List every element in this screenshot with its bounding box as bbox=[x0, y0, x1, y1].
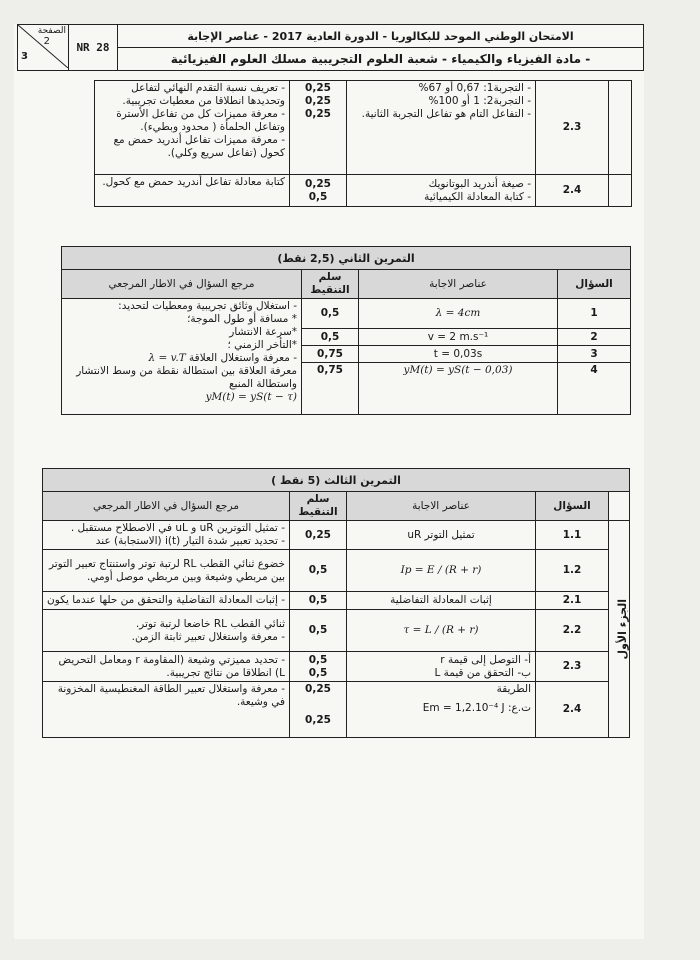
answer-cell: τ = L / (R + r) bbox=[347, 610, 536, 652]
table-row bbox=[95, 175, 632, 207]
score-value: 0,25 bbox=[305, 82, 331, 94]
column-header-answer: عناصر الاجابة bbox=[359, 270, 558, 299]
answer-line: - التفاعل التام هو تفاعل التجربة الثانية. bbox=[361, 108, 531, 120]
exercise2-title: التمرين الثاني (2,5 نقط) bbox=[62, 247, 631, 270]
table-row bbox=[43, 682, 630, 738]
score-cell: 0,5 bbox=[290, 550, 347, 592]
reference-cell bbox=[43, 521, 290, 550]
question-number: 2.4 bbox=[536, 682, 609, 738]
reference-cell: خضوع ثنائي القطب RL لرتبة توتر واستنتاج تعبير التوتر بين مربطي وشيعة وبين مربطي موصل أومي. bbox=[43, 550, 290, 592]
reference-line: - معرفة واستغلال تعبير ثابتة الزمن. bbox=[131, 630, 285, 643]
score-cell bbox=[290, 682, 347, 738]
reference-cell bbox=[43, 610, 290, 652]
score-cell: 0,5 bbox=[302, 329, 359, 346]
table-row bbox=[43, 610, 630, 652]
reference-line: - تعريف نسبة التقدم النهائي لتفاعل وتحديدها انطلاقا من معطيات تجريبية. bbox=[122, 82, 285, 107]
score-cell bbox=[290, 81, 347, 175]
part-label-cell bbox=[609, 521, 630, 738]
table-title-row bbox=[62, 247, 631, 270]
reference-line: - استغلال وثائق تجريبية ومعطيات لتحديد: bbox=[118, 300, 297, 312]
question-number: 1 bbox=[558, 299, 631, 329]
exercise1-continuation-table bbox=[94, 80, 632, 207]
reference-cell bbox=[95, 81, 290, 175]
page-current: 2 bbox=[43, 36, 50, 47]
column-header-answer: عناصر الاجابة bbox=[347, 492, 536, 521]
question-number: 2.1 bbox=[536, 592, 609, 610]
column-header-score: سلم التنقيط bbox=[290, 492, 347, 521]
answer-cell: إثبات المعادلة التفاضلية bbox=[347, 592, 536, 610]
answer-cell: yM(t) = yS(t − 0,03) bbox=[359, 363, 558, 415]
reference-line: كتابة معادلة تفاعل أندريد حمض مع كحول. bbox=[102, 176, 285, 188]
score-value: 0,25 bbox=[305, 177, 331, 190]
score-cell bbox=[290, 175, 347, 207]
table-row bbox=[95, 81, 632, 175]
question-number: 3 bbox=[558, 346, 631, 363]
answer-key-page bbox=[14, 24, 644, 939]
score-cell: 0,75 bbox=[302, 346, 359, 363]
score-value: 0,5 bbox=[308, 653, 328, 666]
part-label: الجزء الأول bbox=[616, 598, 629, 660]
reference-line: * مسافة أو طول الموجة؛ bbox=[187, 313, 297, 325]
exam-code: NR 28 bbox=[69, 25, 118, 71]
answer-line: - كتابة المعادلة الكيميائية bbox=[424, 190, 531, 203]
reference-line: - معرفة واستغلال العلاقة λ = v.T bbox=[148, 352, 297, 364]
answer-line: ت.ع: Em = 1,2.10⁻⁴ J bbox=[422, 702, 531, 714]
answer-cell: تمثيل التوتر uR bbox=[347, 521, 536, 550]
question-number: 2 bbox=[558, 329, 631, 346]
answer-line: - التجربة2: 1 أو 100% bbox=[428, 95, 531, 107]
table-header-row bbox=[43, 492, 630, 521]
answer-cell bbox=[347, 652, 536, 682]
table-row bbox=[43, 521, 630, 550]
reference-cell: - معرفة واستغلال تعبير الطاقة المغنطيسية المخزونة في وشيعة. bbox=[43, 682, 290, 738]
column-header-score: سلم التنقيط bbox=[302, 270, 359, 299]
reference-line: *التأخر الزمني ؛ bbox=[227, 339, 297, 351]
question-number: 2.3 bbox=[536, 652, 609, 682]
reference-line: ثنائي القطب RL خاضعا لرتبة توتر. bbox=[135, 617, 285, 630]
answer-line: ب- التحقق من قيمة L bbox=[434, 666, 531, 679]
question-number: 2.2 bbox=[536, 610, 609, 652]
table-row bbox=[43, 652, 630, 682]
score-value: 0,25 bbox=[305, 683, 331, 695]
page-header bbox=[17, 24, 644, 71]
question-number: 4 bbox=[558, 363, 631, 415]
score-value: 0,25 bbox=[305, 95, 331, 107]
exam-subject: - مادة الفيزياء والكيمياء - شعبة العلوم التجريبية مسلك العلوم الفيزيائية bbox=[118, 48, 644, 71]
page-number-box bbox=[18, 25, 69, 71]
question-number: 2.4 bbox=[536, 175, 609, 207]
answer-cell bbox=[347, 175, 536, 207]
exercise2-table bbox=[61, 246, 631, 415]
score-value: 0,25 bbox=[305, 108, 331, 120]
reference-line: - معرفة مميزات كل من تفاعل الأسترة وتفاعل الحلمأة ( محدود وبطيء). bbox=[116, 108, 285, 133]
answer-cell bbox=[347, 81, 536, 175]
question-number: 1.1 bbox=[536, 521, 609, 550]
reference-cell bbox=[95, 175, 290, 207]
answer-line: الطريقة bbox=[496, 683, 531, 695]
answer-cell: v = 2 m.s⁻¹ bbox=[359, 329, 558, 346]
reference-line: معرفة العلاقة بين استطالة نقطة من وسط الانتشار واستطالة المنبع bbox=[76, 365, 297, 390]
answer-line: - التجربة1: 0,67 أو 67% bbox=[418, 82, 531, 94]
score-cell: 0,5 bbox=[290, 610, 347, 652]
table-row bbox=[43, 592, 630, 610]
reference-cell: - تحديد مميزتي وشيعة (المقاومة r ومعامل التحريض L) انطلاقا من نتائج تجريبية. bbox=[43, 652, 290, 682]
table-row bbox=[62, 299, 631, 329]
answer-cell: t = 0,03s bbox=[359, 346, 558, 363]
reference-formula: yM(t) = yS(t − τ) bbox=[205, 391, 297, 403]
answer-cell bbox=[347, 682, 536, 738]
answer-line: أ- التوصل إلى قيمة r bbox=[440, 653, 531, 666]
reference-line: - تمثيل التوترين uR و uL في الاصطلاح مستقبل . bbox=[70, 522, 285, 534]
reference-line: - تحديد تعبير شدة التيار i(t) (الاستجابة) عند bbox=[95, 535, 285, 547]
question-number: 2.3 bbox=[536, 81, 609, 175]
score-value: 0,25 bbox=[305, 714, 331, 726]
column-header-question: السؤال bbox=[558, 270, 631, 299]
score-cell bbox=[290, 652, 347, 682]
score-cell: 0,75 bbox=[302, 363, 359, 415]
answer-cell: λ = 4cm bbox=[359, 299, 558, 329]
page-label: الصفحة bbox=[37, 26, 66, 36]
page-total: 3 bbox=[21, 51, 28, 62]
column-header-reference: مرجع السؤال في الاطار المرجعي bbox=[62, 270, 302, 299]
exam-title: الامتحان الوطني الموحد للبكالوريا - الدورة العادية 2017 - عناصر الإجابة bbox=[118, 25, 644, 48]
table-row bbox=[43, 550, 630, 592]
score-value: 0,5 bbox=[308, 666, 328, 679]
score-value: 0,5 bbox=[308, 190, 328, 203]
reference-line: - معرفة مميزات تفاعل أندريد حمض مع كحول (تفاعل سريع وكلي). bbox=[113, 134, 285, 159]
answer-line: - صيغة أندريد البوتانويك bbox=[428, 177, 531, 190]
exercise3-title: التمرين الثالث (5 نقط ) bbox=[43, 469, 630, 492]
question-number: 1.2 bbox=[536, 550, 609, 592]
column-header-question: السؤال bbox=[536, 492, 609, 521]
table-header-row bbox=[62, 270, 631, 299]
reference-line: *سرعة الانتشار bbox=[229, 326, 297, 338]
score-cell: 0,5 bbox=[290, 592, 347, 610]
exercise3-table bbox=[42, 468, 630, 738]
reference-cell bbox=[62, 299, 302, 415]
score-cell: 0,5 bbox=[302, 299, 359, 329]
score-cell: 0,25 bbox=[290, 521, 347, 550]
answer-cell: Ip = E / (R + r) bbox=[347, 550, 536, 592]
reference-cell: - إثبات المعادلة التفاضلية والتحقق من حلها عندما يكون bbox=[43, 592, 290, 610]
table-title-row bbox=[43, 469, 630, 492]
column-header-reference: مرجع السؤال في الاطار المرجعي bbox=[43, 492, 290, 521]
